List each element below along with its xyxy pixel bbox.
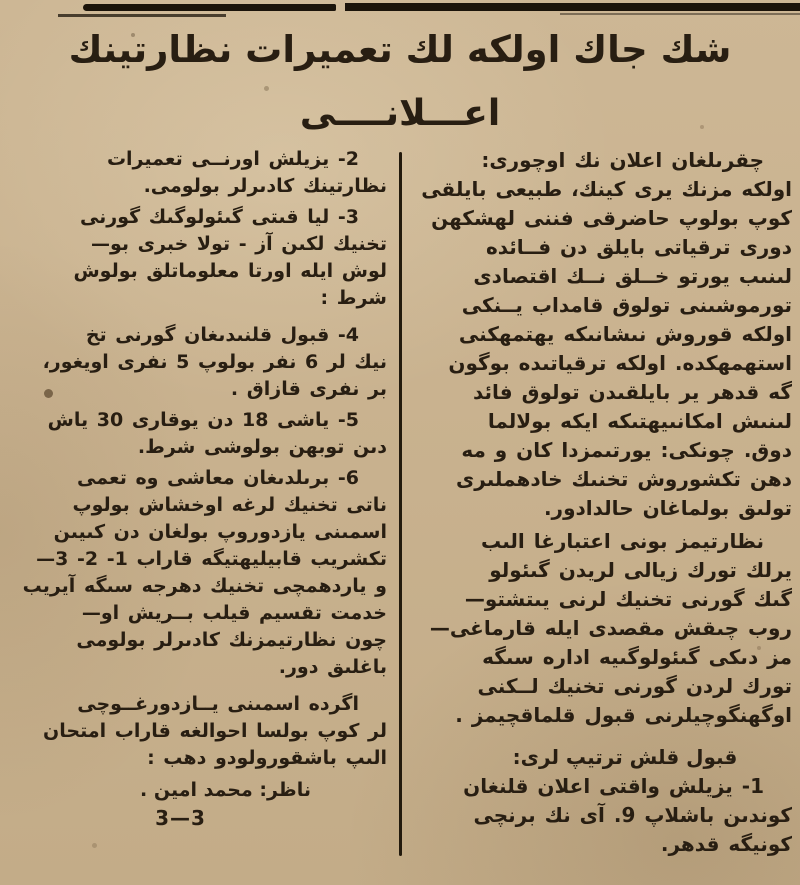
column-divider <box>399 152 402 856</box>
text-line: لوش ايله اورتا معلوماتلق بولوش <box>73 260 387 282</box>
text-line: تورك لردن گورنى تخنيك لــكنى <box>477 674 792 698</box>
text-line: اگرده اسمىنى يــازدورغــوچى <box>77 693 359 715</box>
text-line: اولكه مزنك يرى كينك، طبيعى بايلقى <box>421 177 792 201</box>
text-line: اسمىنى يازدوروپ بولغان دن كىيىن <box>53 521 387 543</box>
title-line-1: شك جاك اولكه لك تعميرات نظارتينك <box>68 28 732 71</box>
text-line: تخنيك لكىن آز - تولا خبرى بو— <box>90 233 387 255</box>
title-line-2: اعـــلانــــى <box>299 93 501 134</box>
text-line: نيك لر 6 نفر بولوپ 5 نفرى اويغور، <box>42 351 387 373</box>
signature-line: ناظر: محمد امين . <box>140 779 311 801</box>
top-rule-left-echo <box>58 14 226 17</box>
text-line: اولكه قوروش نىشانىكه يهتمهكنى <box>458 322 792 346</box>
text-line: لر كوپ بولسا احوالغه قاراب امتحان <box>43 720 387 742</box>
text-line: 1- يزيلش واقتى اعلان قلنغان <box>463 774 764 798</box>
text-line: ناتى تخنيك لرغه اوخشاش بولوپ <box>72 494 387 516</box>
procedures-heading: قبول قلش ترتيپ لرى: <box>512 745 738 769</box>
article-columns <box>4 146 792 864</box>
text-line: دهن تكشوروش تخنىك خادهملىرى <box>455 467 792 491</box>
text-line: يرلك تورك زيالى لريدن گىئولو <box>489 558 792 582</box>
text-line: تورموشىنى تولوق قامداب يــنكى <box>461 293 792 317</box>
top-rule-right-echo <box>560 13 800 15</box>
text-line: چون نظارتيمزنك كادىرلر بولومى <box>76 629 387 651</box>
text-line: لىنىب يورتو خــلق نــك اقتصادى <box>473 264 792 288</box>
text-line: دىن توبهن بولوشى شرط. <box>137 436 387 458</box>
top-rule-left <box>83 4 336 11</box>
text-line: شرط : <box>320 287 387 309</box>
announcement-title <box>10 20 790 140</box>
text-line: تولىق بولماغان حالدادور. <box>543 496 792 520</box>
text-line: استهمهكده. اولكه ترقياتىده بوگون <box>448 351 792 375</box>
text-line: بر نفرى قازاق . <box>230 378 387 400</box>
text-line: نظارتيمز بونى اعتبارغا الىب <box>481 529 764 553</box>
text-line: گىك گورنى تخنيك لرنى يىتشتو— <box>464 587 792 611</box>
text-line: نظارتينك كادىرلر بولومى. <box>143 175 387 197</box>
text-line: مز دىكى گىئولوگىيه اداره سىگه <box>482 645 792 669</box>
text-line: چقرىلغان اعلان نك اوچورى: <box>481 148 764 172</box>
text-line: تكشريب قابيليهتيگه قاراب 1- 2- 3— <box>36 548 387 570</box>
text-line: اوگهنگوچيلرنى قبول قلماقچيمز . <box>455 703 792 727</box>
text-line: 4- قبول قلنىدىغان گورنى تخ <box>85 324 359 346</box>
text-line: 5- ياشى 18 دن يوقارى 30 ياش <box>47 409 359 431</box>
issue-number: 3—3 <box>155 806 206 830</box>
text-line: دوق. چونكى: يورتىمزدا كان و مه <box>461 438 792 462</box>
text-line: روب چىقش مقصدى ايله قارماغى— <box>429 616 792 640</box>
text-line: كوندىن باشلاپ 9. آى نك برنچى <box>473 803 792 827</box>
column-right <box>418 146 792 864</box>
text-line: 3- ليا قىتى گىئولوگىك گورنى <box>79 206 359 228</box>
text-line: الىپ باشقورولودو دهب : <box>147 747 387 769</box>
text-line: گه قدهر ير بايلقىدن تولوق فائد <box>472 380 792 404</box>
text-line: كونيگه قدهر. <box>660 832 792 856</box>
text-line: و ياردهمچى تخنيك دهرجه سىگه آيريب <box>22 575 387 597</box>
text-line: دورى ترقياتى بايلق دن فــائده <box>485 235 792 259</box>
text-line: باغلىق دور. <box>278 656 387 678</box>
column-left <box>4 146 387 864</box>
top-rule-right <box>345 3 800 11</box>
text-line: 6- برىلدىغان معاشى وه تعمى <box>77 467 359 489</box>
text-line: 2- يزيلش اورنــى تعميرات <box>106 148 359 170</box>
text-line: خدمت تقسيم قيلب بــريش او— <box>81 602 387 624</box>
text-line: لىنىش امكانىيهتىكه ايكه بولالما <box>487 409 792 433</box>
text-line: كوپ بولوپ حاضرقى فننى لهشكهن <box>431 206 792 230</box>
